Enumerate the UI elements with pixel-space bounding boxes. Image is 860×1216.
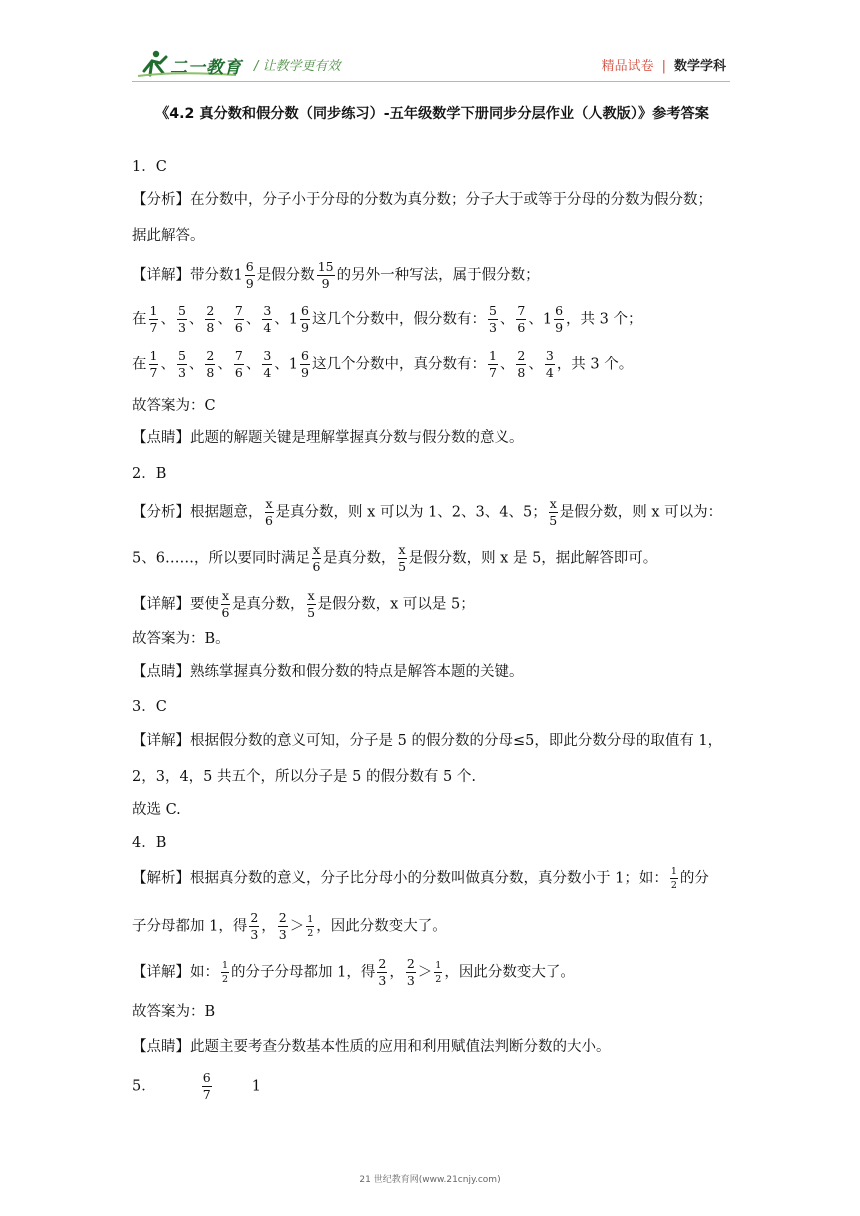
q4-analysis: 【解析】根据真分数的意义，分子比分母小的分数叫做真分数，真分数小于 1；如： $\frac{1}{2}$ 的分 [132,866,709,891]
q1-detail-proper: 在 $\frac{1}{7}$ 、 $\frac{5}{3}$ 、 $\frac{2}{8}$ 、 $\frac{7}{6}$ 、 $\frac{3}{4}$ 、1 $\frac{6}{9}$ 这几个分数中，真分数有： $\frac{1}{7}$ 、 $\frac{2}{8}$ 、 $\frac{3}{4}$ ，共 3 个。 [132,348,634,380]
q4-answer: 故答案为：B [132,1004,216,1020]
q4-tip: 【点睛】此题主要考查分数基本性质的应用和利用赋值法判断分数的大小。 [132,1039,611,1055]
header-badge: 精品试卷 [601,59,654,74]
q1-number: 1．C [132,159,167,175]
q1-tip: 【点睛】此题的解题关键是理解掌握真分数与假分数的意义。 [132,430,524,446]
q4-analysis-cont: 子分母都加 1，得 $\frac{2}{3}$ ， $\frac{2}{3}$ ＞ $\frac{1}{2}$ ，因此分数变大了。 [132,910,447,942]
q3-number: 3．C [132,699,167,715]
q5-number: 5． [132,1078,156,1095]
q2-number: 2．B [132,466,167,482]
q1-answer: 故答案为：C [132,398,216,414]
logo-text: 二一教育 [170,58,242,78]
header-right [602,55,726,74]
q2-tip: 【点睛】熟练掌握真分数和假分数的特点是解答本题的关键。 [132,664,524,680]
q4-detail: 【详解】如： $\frac{1}{2}$ 的分子分母都加 1，得 $\frac{2}{3}$ ， $\frac{2}{3}$ ＞ $\frac{1}{2}$ ，因此分数变大了。 [132,956,575,988]
page-footer: 21 世纪教育网(www.21cnjy.com) [359,1175,501,1185]
q1-detail-improper: 在 $\frac{1}{7}$ 、 $\frac{5}{3}$ 、 $\frac{2}{8}$ 、 $\frac{7}{6}$ 、 $\frac{3}{4}$ 、1 $\frac{6}{9}$ 这几个分数中，假分数有： $\frac{5}{3}$ 、 $\frac{7}{6}$ 、1 $\frac{6}{9}$ ，共 3 个； [132,303,643,335]
q3-answer: 故选 C. [132,802,181,818]
q2-analysis: 【分析】根据题意， $\frac{x}{6}$ 是真分数，则 x 可以为 1、2、3、4、5； $\frac{x}{5}$ 是假分数，则 x 可以为： [132,496,723,528]
q1-analysis-cont: 据此解答。 [132,228,205,244]
q2-analysis-cont: 5、6……，所以要同时满足 $\frac{x}{6}$ 是真分数， $\frac{x}{5}$ 是假分数，则 x 是 5，据此解答即可。 [132,542,658,574]
q1-analysis: 【分析】在分数中，分子小于分母的分数为真分数；分子大于或等于分母的分数为假分数； [132,192,712,208]
header-divider [132,81,730,82]
q5-line [132,1072,261,1101]
q4-number: 4．B [132,835,167,851]
q5-answer-1: $\frac{6}{7}$ [202,1070,211,1102]
header-subject: 数学学科 [673,59,726,74]
q3-detail: 【详解】根据假分数的意义可知，分子是 5 的假分数的分母≤5，即此分数分母的取值有 1， [132,733,723,749]
q1-detail: 【详解】带分数1 $\frac{6}{9}$ 是假分数 $\frac{15}{9}$ 的另外一种写法，属于假分数； [132,259,540,291]
header-separator: | [661,59,666,74]
q5-answer-2: 1 [251,1078,261,1095]
page-title: 《4.2 真分数和假分数（同步练习）-五年级数学下册同步分层作业（人教版）》参考答案 [155,106,709,122]
slogan: / 让教学更有效 [254,59,341,74]
page-header [132,44,730,84]
q2-detail: 【详解】要使 $\frac{x}{6}$ 是真分数， $\frac{x}{5}$ 是假分数，x 可以是 5； [132,588,475,620]
q3-detail-cont: 2，3，4，5 共五个，所以分子是 5 的假分数有 5 个. [132,769,477,785]
q2-answer: 故答案为：B。 [132,631,230,647]
